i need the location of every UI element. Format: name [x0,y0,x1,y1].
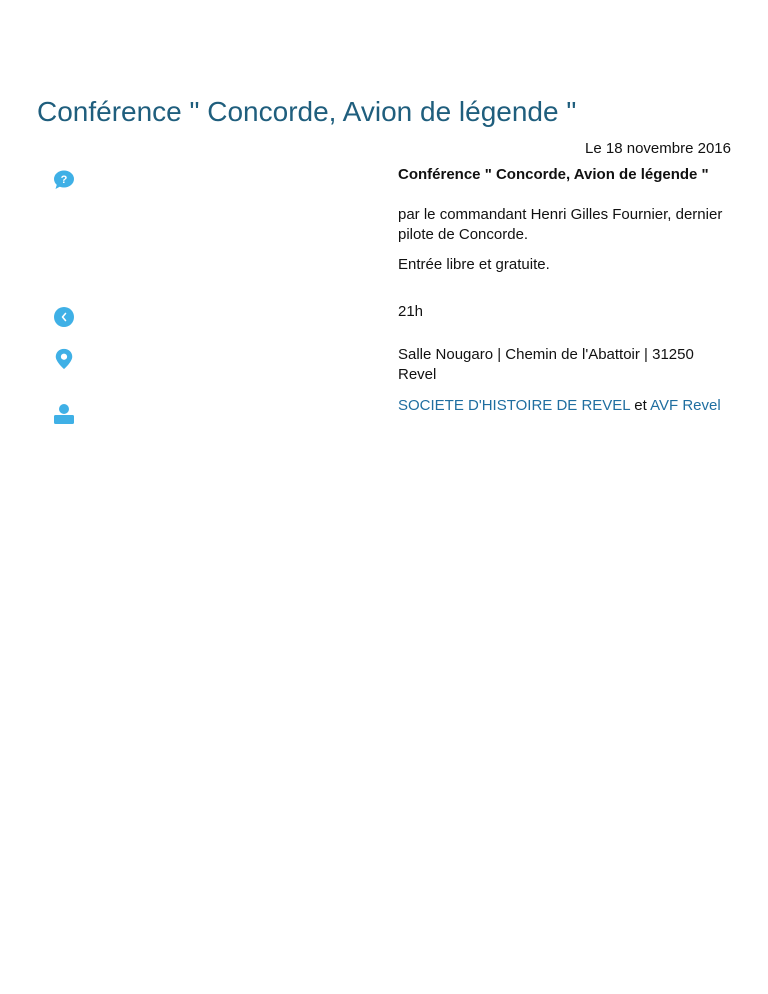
event-location: Salle Nougaro | Chemin de l'Abattoir | 31250 Revel [398,346,694,383]
page-title: Conférence " Concorde, Avion de légende " [37,96,577,127]
clock-icon [53,306,75,328]
organizer-link-avf-revel[interactable]: AVF Revel [650,397,721,414]
event-admission: Entrée libre et gratuite. [398,256,550,273]
event-title: Conférence " Concorde, Avion de légende " [398,166,709,183]
event-organizers [398,396,728,416]
event-date: Le 18 novembre 2016 [585,140,731,157]
question-bubble-icon [53,169,75,191]
organizer-separator: et [630,397,651,414]
person-icon [53,403,75,425]
organizer-link-societe-histoire[interactable]: SOCIETE D'HISTOIRE DE REVEL [398,397,631,414]
event-description [398,165,728,275]
event-time: 21h [398,303,424,320]
svg-text:?: ? [60,174,68,186]
map-pin-icon [53,348,75,370]
event-speaker: par le commandant Henri Gilles Fournier, dernier pilote de Concorde. [398,206,723,243]
